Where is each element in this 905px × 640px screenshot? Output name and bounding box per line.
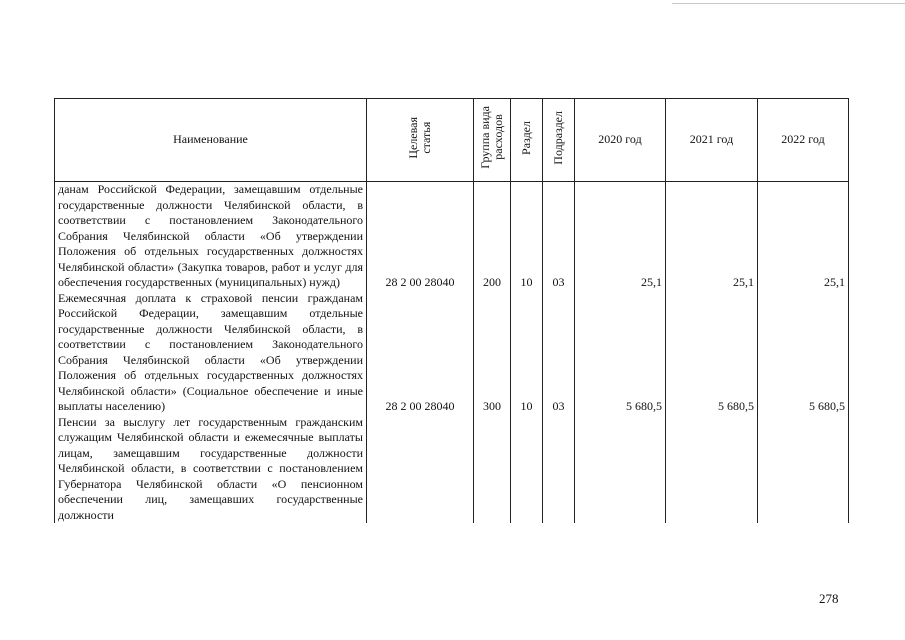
table-header-row	[55, 99, 849, 182]
header-section: Раздел	[511, 99, 543, 182]
row-section: 10	[511, 291, 543, 415]
table-row	[55, 182, 849, 291]
row-name: данам Российской Федерации, замещавшим отдельные государственные должности Челябинской области, в соответствии с постановлением Законодательного Собрания Челябинской области «Об утверждении Положения об отдельных государственных должностях Челябинской области» (Закупка товаров, работ и услуг для обеспечения государственных (муниципальных) нужд)	[55, 182, 367, 291]
row-subsection: 03	[543, 291, 575, 415]
row-value-2020	[575, 415, 666, 524]
table-row	[55, 415, 849, 524]
row-value-2021: 5 680,5	[666, 291, 758, 415]
row-target-article	[367, 415, 474, 524]
scan-edge-line	[672, 3, 905, 4]
table-row	[55, 291, 849, 415]
row-subsection: 03	[543, 182, 575, 291]
row-value-2020: 5 680,5	[575, 291, 666, 415]
row-name: Пенсии за выслугу лет государственным гражданским служащим Челябинской области и ежемесячные выплаты лицам, замещавшим государственные должности Челябинской области, в соответствии с постановлением Губернатора Челябинской области «О пенсионном обеспечении лиц, замещавших государственные должности	[55, 415, 367, 524]
row-value-2022: 25,1	[758, 182, 849, 291]
row-value-2022: 5 680,5	[758, 291, 849, 415]
row-expense-group: 200	[474, 182, 511, 291]
row-value-2021	[666, 415, 758, 524]
header-target-article: Целевая статья	[367, 99, 474, 182]
row-value-2022	[758, 415, 849, 524]
row-section	[511, 415, 543, 524]
row-name: Ежемесячная доплата к страховой пенсии гражданам Российской Федерации, замещавшим отдельные государственные должности Челябинской области, в соответствии с постановлением Законодательного Собрания Челябинской области «Об утверждении Положения об отдельных государственных должностях Челябинской области» (Социальное обеспечение и иные выплаты населению)	[55, 291, 367, 415]
row-value-2020: 25,1	[575, 182, 666, 291]
header-year-2020: 2020 год	[575, 99, 666, 182]
header-name: Наименование	[55, 99, 367, 182]
row-subsection	[543, 415, 575, 524]
header-year-2021: 2021 год	[666, 99, 758, 182]
row-value-2021: 25,1	[666, 182, 758, 291]
row-target-article: 28 2 00 28040	[367, 291, 474, 415]
row-section: 10	[511, 182, 543, 291]
header-expense-group: Группа вида расходов	[474, 99, 511, 182]
row-target-article: 28 2 00 28040	[367, 182, 474, 291]
header-year-2022: 2022 год	[758, 99, 849, 182]
row-expense-group: 300	[474, 291, 511, 415]
header-subsection: Подраздел	[543, 99, 575, 182]
page-number: 278	[819, 591, 839, 606]
budget-table	[54, 98, 849, 523]
row-expense-group	[474, 415, 511, 524]
